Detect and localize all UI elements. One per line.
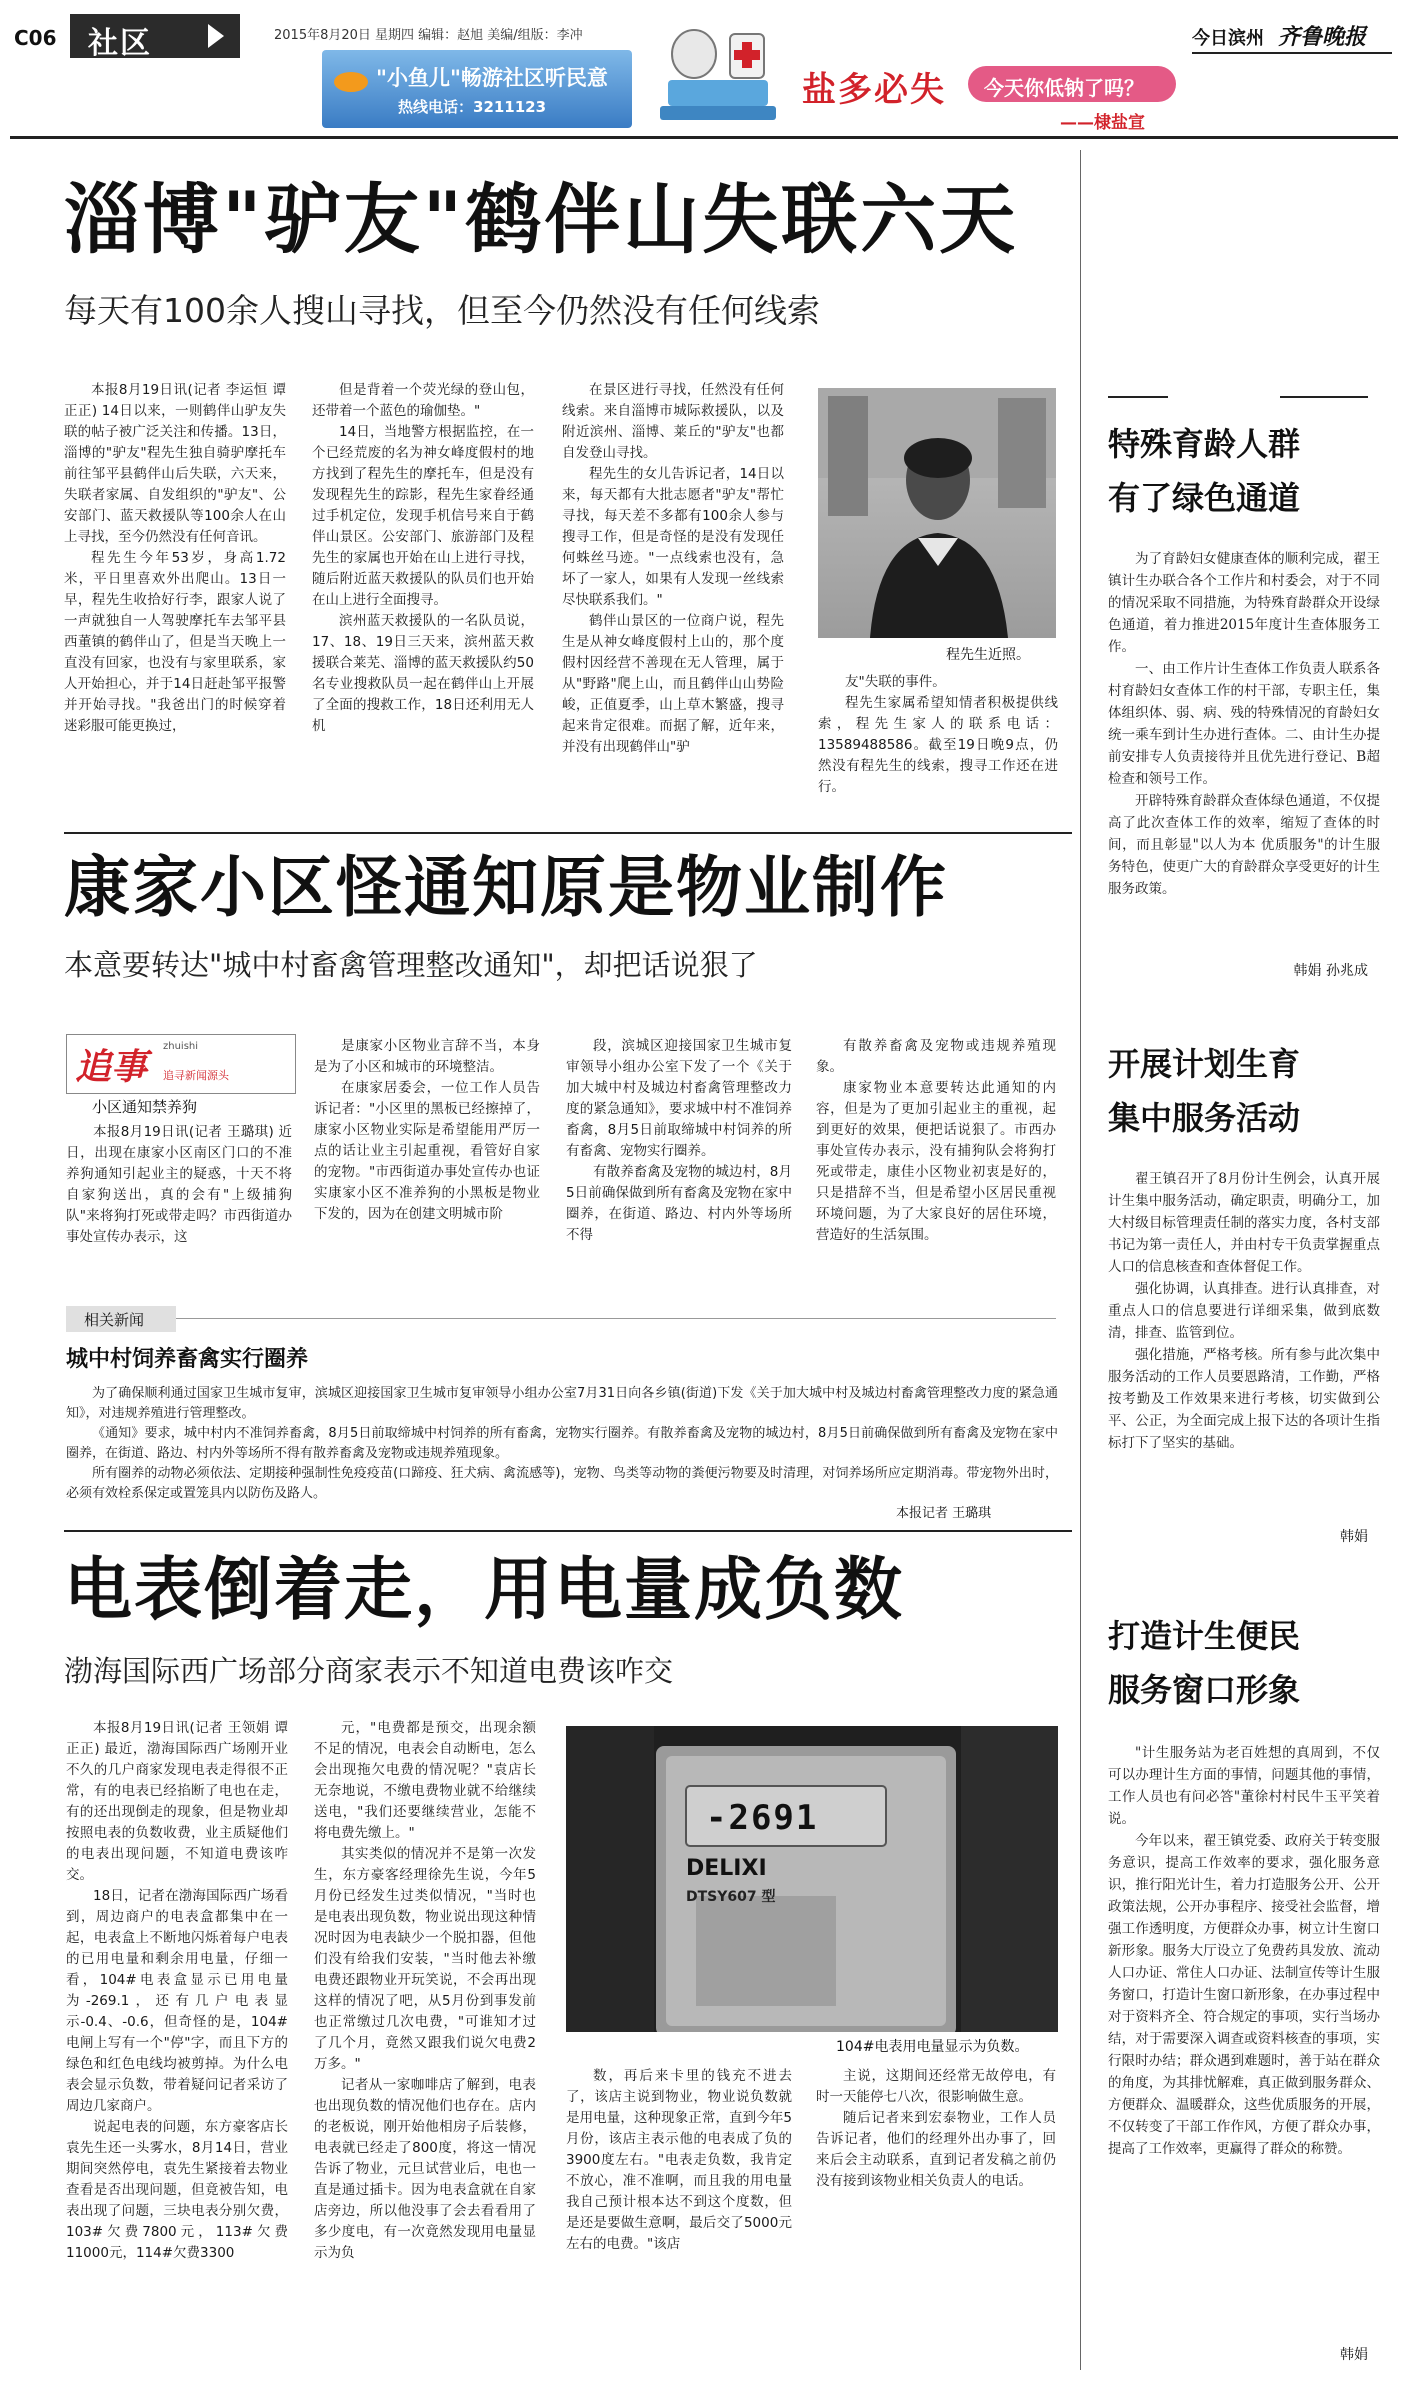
story2-logo-caption: 小区通知禁养狗 xyxy=(92,1098,198,1116)
sidebar1-top-rule-right xyxy=(1280,396,1368,398)
slogan-bubble-text: 今天你低钠了吗？ xyxy=(984,76,1144,100)
story3-col1 xyxy=(66,1718,288,2378)
logo-pinyin: zhuishi xyxy=(163,1041,199,1052)
banner-title: "小鱼儿"畅游社区听民意 xyxy=(376,66,608,90)
section-tab xyxy=(70,14,240,61)
related-news-label: 相关新闻 xyxy=(84,1311,145,1329)
story2-col4 xyxy=(816,1036,1056,1304)
sidebar3-title-line2: 服务窗口形象 xyxy=(1108,1671,1301,1709)
story1-col4 xyxy=(818,672,1058,822)
story2-bottom-rule xyxy=(64,1530,1072,1532)
paragraph: 强化协调，认真排查。进行认真排查，对重点人口的信息要进行详细采集，做到底数清，排查、监管到位。 xyxy=(1108,1281,1380,1341)
story1-photo-caption: 程先生近照。 xyxy=(946,647,1030,663)
paragraph: 本报8月19日讯(记者 王领娟 谭正正) 最近，渤海国际西广场刚开业不久的几户商家发现电表走得很不正常，有的电表已经掐断了电也在走，有的还出现倒走的现象，但是物业却按照电表的负数收费，业主质疑他们的电表出现问题，不知道电费该咋交。 xyxy=(66,1720,288,1883)
paper-name: 今日滨州 xyxy=(1192,28,1264,49)
sidebar1-title-line2: 有了绿色通道 xyxy=(1108,479,1301,517)
paragraph: 强化措施，严格考核。所有参与此次集中服务活动的工作人员要恩路清，工作勤，严格按考勤及工作效果来进行考核，切实做到公平、公正，为全面完成上报下达的各项计生指标打下了坚实的基础。 xyxy=(1108,1347,1380,1451)
story1-bottom-rule xyxy=(64,832,1072,834)
paragraph: "计生服务站为老百姓想的真周到，不仅可以办理计生方面的事情，问题其他的事情，工作人员也有问必答"董徐村村民牛玉平笑着说。 xyxy=(1108,1745,1380,1827)
paper-brand-logo: 齐鲁晚报 xyxy=(1278,24,1367,50)
paragraph: 康家物业本意要转达此通知的内容，但是为了更加引起业主的重视，起到更好的效果，便把话说狠了。市西办事处宣传办表示，没有捕狗队会将狗打死或带走，康佳小区物业初衷是好的，只是措辞不当，但是希望小区居民重视环境问题，为了大家良好的居住环境，营造好的生活氛围。 xyxy=(816,1080,1056,1243)
related-news-title: 城中村饲养畜禽实行圈养 xyxy=(66,1347,309,1372)
story2-subtitle: 本意要转达"城中村畜禽管理整改通知"，却把话说狠了 xyxy=(64,948,758,982)
story3-photo-caption: 104#电表用电量显示为负数。 xyxy=(836,2039,1029,2055)
story2-headline: 康家小区怪通知原是物业制作 xyxy=(64,849,948,926)
meter-brand: DELIXI xyxy=(686,1856,767,1881)
paragraph: 鹤伴山景区的一位商户说，程先生是从神女峰度假村上山的，那个度假村因经营不善现在无人管理，属于从"野路"爬上山，而且鹤伴山山势险峻，正值夏季，山上草木繁盛，搜寻起来肯定很难。而据了解，近年来，并没有出现鹤伴山"驴 xyxy=(562,613,784,755)
story3-headline: 电表倒着走，用电量成负数 xyxy=(64,1551,905,1630)
paragraph: 记者从一家咖啡店了解到，电表也出现负数的情况他们也存在。店内的老板说，刚开始他相房子后装修，电表就已经走了800度，将这一情况告诉了物业，元旦试营业后，电也一直是通过插卡。因为电表盒就在自家店旁边，所以他没事了会去看看用了多少度电，有一次竟然发现用电量显示为负 xyxy=(314,2077,536,2261)
paragraph: 所有圈养的动物必须依法、定期接种强制性免疫疫苗(口蹄疫、狂犬病、禽流感等)，宠物、鸟类等动物的粪便污物要及时清理，对饲养场所应定期消毒。带宠物外出时，必须有效栓系保定或置笼具内以防伤及路人。 xyxy=(66,1466,1058,1501)
related-news-tab xyxy=(66,1306,176,1332)
paragraph: 有散养畜禽及宠物的城边村，8月5日前确保做到所有畜禽及宠物在家中圈养，在街道、路边、村内外等场所不得 xyxy=(566,1164,792,1243)
story2-col1 xyxy=(66,1122,292,1302)
paragraph: 滨州蓝天救援队的一名队员说，17、18、19日三天来，滨州蓝天救援联合莱芜、淄博的蓝天救援队约50名专业搜救队员一起在鹤伴山上开展了全面的搜救工作，18日还利用无人机 xyxy=(312,613,534,734)
story1-subtitle: 每天有100余人搜山寻找，但至今仍然没有任何线索 xyxy=(64,291,820,330)
sidebar1-top-rule xyxy=(1108,396,1168,398)
paragraph: 翟王镇召开了8月份计生例会，认真开展计生集中服务活动，确定职责，明确分工，加大村级目标管理责任制的落实力度，各村支部书记为第一责任人，并由村专干负责掌握重点人口的信息核查和查体督促工作。 xyxy=(1108,1171,1380,1275)
masthead-top-rule xyxy=(1192,52,1392,54)
masthead-bottom-rule xyxy=(10,136,1398,139)
sidebar1-byline: 韩娟 孙兆成 xyxy=(1293,963,1368,979)
meter-model: DTSY607 型 xyxy=(686,1889,776,1905)
sidebar2-byline: 韩娟 xyxy=(1340,1529,1368,1545)
sidebar3-title-line1: 打造计生便民 xyxy=(1108,1617,1301,1655)
paragraph: 是康家小区物业言辞不当，本身是为了小区和城市的环境整洁。 xyxy=(314,1038,540,1075)
paragraph: 为了确保顺利通过国家卫生城市复审，滨城区迎接国家卫生城市复审领导小组办公室7月31日向各乡镇(街道)下发《关于加大城中村及城边村畜禽管理整改力度的紧急通知》，对违规养殖进行管理整改。 xyxy=(66,1386,1058,1421)
story1-portrait-photo xyxy=(818,388,1056,638)
paragraph: 程先生今年53岁，身高1.72米，平日里喜欢外出爬山。13日一早，程先生收拾好行李，跟家人说了一声就独自一人驾驶摩托车去邹平县西董镇的鹤伴山了，但是当天晚上一直没有回家，也没有与家里联系，家人开始担心，并于14日赶赴邹平报警并开始寻找。"我爸出门的时候穿着迷彩服可能更换过， xyxy=(64,550,286,734)
story3-col2 xyxy=(314,1718,536,2378)
sidebar1-body xyxy=(1108,548,1380,958)
story1-col2 xyxy=(312,380,534,820)
paragraph: 本报8月19日讯(记者 王璐琪) 近日，出现在康家小区南区门口的不准养狗通知引起业主的疑惑，十天不将自家狗送出，真的会有"上级捕狗队"来将狗打死或带走吗？市西街道办事处宣传办表示，这 xyxy=(66,1124,292,1245)
story1-headline: 淄博"驴友"鹤伴山失联六天 xyxy=(64,175,1019,264)
sidebar3-body xyxy=(1108,1742,1380,2340)
sidebar2-title-line2: 集中服务活动 xyxy=(1108,1099,1301,1137)
paragraph: 今年以来，翟王镇党委、政府关于转变服务意识，提高工作效率的要求，强化服务意识，推行阳光计生，着力打造服务公开、公开政策法规，公开办事程序、接受社会监督，增强工作透明度，方便群众办事，树立计生窗口新形象。服务大厅设立了免费药具发放、流动人口办证、常住人口办证、法制宣传等计生服务窗口，打造计生窗口新形象，在办事过程中对于资料齐全、符合规定的事项，实行当场办结，对于需要深入调查或资料核查的事项，实行限时办结；群众遇到难题时，善于站在群众的角度，为其排忧解难，真正做到服务群众、方便群众、温暖群众，这些优质服务的开展，不仅转变了干部工作作风，方便了群众办事，提高了工作效率，更赢得了群众的称赞。 xyxy=(1108,1833,1380,2157)
sidebar1-title-line1: 特殊育龄人群 xyxy=(1108,425,1301,463)
sidebar2-title-line1: 开展计划生育 xyxy=(1108,1045,1301,1083)
logo-tagline: 追寻新闻源头 xyxy=(163,1069,229,1082)
story1-col3 xyxy=(562,380,784,820)
masthead xyxy=(0,0,1409,132)
logo-main-text: 追事 xyxy=(75,1047,148,1088)
story2-col3 xyxy=(566,1036,792,1304)
paragraph: 程先生家属希望知情者积极提供线索，程先生家人的联系电话：13589488586。截至19日晚9点，仍然没有程先生的线索，搜寻工作还在进行。 xyxy=(818,695,1058,795)
slogan-sign: ——棣盐宣 xyxy=(1060,113,1145,133)
sidebar-divider xyxy=(1080,150,1081,2370)
section-label: 社区 xyxy=(88,26,152,61)
paragraph: 其实类似的情况并不是第一次发生，东方豪客经理徐先生说，今年5月份已经发生过类似情况，"当时也是电表出现负数，物业说出现这种情况时因为电表缺少一个脱扣器，但他们没有给我们安装，"当时他去补缴电费还跟物业开玩笑说，不会再出现这样的情况了吧，从5月份到事发前也正常缴过几次电费，"可谁知才过了几个月，竟然又跟我们说欠电费2万多。" xyxy=(314,1846,536,2072)
paragraph: 元，"电费都是预交，出现余额不足的情况，电表会自动断电，怎么会出现拖欠电费的情况呢？"袁店长无奈地说，不缴电费物业就不给继续送电，"我们还要继续营业，怎能不将电费先缴上。" xyxy=(314,1720,536,1841)
paragraph: 在景区进行寻找，任然没有任何线索。来自淄博市城际救援队，以及附近滨州、淄博、莱丘的"驴友"也都自发登山寻找。 xyxy=(562,382,784,461)
story3-col4 xyxy=(816,2066,1056,2378)
fish-icon xyxy=(334,72,368,92)
paragraph: 18日，记者在渤海国际西广场看到，周边商户的电表盒都集中在一起，电表盒上不断地闪烁着每户电表的已用电量和剩余用电量，仔细一看，104#电表盒显示已用电量为-269.1，还有几户电表显示-0.4、-0.6，但奇怪的是，104#电闸上写有一个"停"字，而且下方的绿色和红色电线均被剪掉。为什么电表会显示负数，带着疑问记者采访了周边几家商户。 xyxy=(66,1888,288,2114)
meter-reading: -2691 xyxy=(706,1798,819,1838)
paragraph: 程先生的女儿告诉记者，14日以来，每天都有大批志愿者"驴友"帮忙寻找，每天差不多都有100余人参与搜寻工作，但是奇怪的是没有发现任何蛛丝马迹。"一点线索也没有，急坏了一家人，如果有人发现一丝线索尽快联系我们。" xyxy=(562,466,784,608)
slogan: 盐多必失 xyxy=(802,70,946,110)
paragraph: 14日，当地警方根据监控，在一个已经荒废的名为神女峰度假村的地方找到了程先生的摩托车，但是没有发现程先生的踪影，程先生家眷经通过手机定位，发现手机信号来自于鹤伴山景区。公安部门、旅游部门及程先生的家属也开始在山上进行寻找，随后附近蓝天救援队的队员们也开始在山上进行全面搜寻。 xyxy=(312,424,534,608)
related-news-byline: 本报记者 王璐琪 xyxy=(896,1506,992,1521)
banner-hotline: 热线电话：3211123 xyxy=(398,98,547,116)
paragraph: 《通知》要求，城中村内不准饲养畜禽，8月5日前取缔城中村饲养的所有畜禽，宠物实行圈养。有散养畜禽及宠物的城边村，8月5日前确保做到所有畜禽及宠物在家中圈养，在街道、路边、村内外等场所不得有散养畜禽及宠物或违规养殖现象。 xyxy=(66,1426,1058,1461)
paragraph: 数，再后来卡里的钱充不进去了，该店主说到物业，物业说负数就是用电量，这种现象正常，直到今年5月份，该店主表示他的电表成了负的3900度左右。"电表走负数，我肯定不放心，准不准啊，而且我的用电量我自己预计根本达不到这个度数，但是还是要做生意啊，最后交了5000元左右的电费。"该店 xyxy=(566,2068,792,2252)
paragraph: 有散养畜禽及宠物或违规养殖现象。 xyxy=(816,1038,1056,1075)
story3-meter-photo xyxy=(566,1726,1058,2032)
story1-col1 xyxy=(64,380,286,820)
story3-col3 xyxy=(566,2066,792,2378)
slogan-bubble xyxy=(968,66,1176,102)
story2-col2 xyxy=(314,1036,540,1304)
salt-shaker-illustration xyxy=(648,24,788,130)
page-number: C06 xyxy=(14,26,57,50)
related-news-rule xyxy=(176,1318,1056,1319)
event-banner xyxy=(322,50,632,128)
paragraph: 本报8月19日讯(记者 李运恒 谭正正) 14日以来，一则鹤伴山驴友失联的帖子被广泛关注和传播。13日，淄博的"驴友"程先生独自骑驴摩托车前往邹平县鹤伴山后失联，六天来，失联者家属、自发组织的"驴友"、公安部门、蓝天救援队等100余人在山上寻找，至今仍然没有任何音讯。 xyxy=(64,382,286,545)
paragraph: 友"失联的事件。 xyxy=(845,674,946,690)
paragraph: 开辟特殊育龄群众查体绿色通道，不仅提高了此次查体工作的效率，缩短了查体的时间，而且彰显"以人为本 优质服务"的计生服务特色，使更广大的育龄群众享受更好的计生服务政策。 xyxy=(1108,793,1380,897)
zhuishi-logo xyxy=(66,1034,296,1094)
story3-subtitle: 渤海国际西广场部分商家表示不知道电费该咋交 xyxy=(64,1654,674,1688)
section-arrow-icon xyxy=(208,24,224,48)
paragraph: 说起电表的问题，东方豪客店长袁先生还一头雾水，8月14日，营业期间突然停电，袁先生紧接着去物业查看是否出现问题，但竟被告知，电表出现了问题，三块电表分别欠费，103#欠费7800元，113#欠费11000元，114#欠费3300 xyxy=(66,2119,288,2261)
paragraph: 但是背着一个荧光绿的登山包，还带着一个蓝色的瑜伽垫。" xyxy=(312,382,534,419)
paragraph: 主说，这期间还经常无故停电，有时一天能停七八次，很影响做生意。 xyxy=(816,2068,1056,2105)
sidebar2-body xyxy=(1108,1168,1380,1520)
paragraph: 一、由工作片计生查体工作负责人联系各村育龄妇女查体工作的村干部，专职主任，集体组织体、弱、病、残的特殊情况的育龄妇女统一乘车到计生办进行查体。二、由计生办提前安排专人负责接待并且优先进行登记、B超检查和领号工作。 xyxy=(1108,661,1380,787)
paragraph: 段，滨城区迎接国家卫生城市复审领导小组办公室下发了一个《关于加大城中村及城边村畜禽管理整改力度的紧急通知》，要求城中村不准饲养畜禽，8月5日前取缔城中村饲养的所有畜禽、宠物实行圈养。 xyxy=(566,1038,792,1159)
paragraph: 为了育龄妇女健康查体的顺利完成，翟王镇计生办联合各个工作片和村委会，对于不同的情况采取不同措施，为特殊育龄群众开设绿色通道，着力推进2015年度计生查体服务工作。 xyxy=(1108,551,1380,655)
page-meta: 2015年8月20日 星期四 编辑：赵旭 美编/组版：李冲 xyxy=(274,28,583,43)
paragraph: 随后记者来到宏泰物业，工作人员告诉记者，他们的经理外出办事了，回来后会主动联系，直到记者发稿之前仍没有接到该物业相关负责人的电话。 xyxy=(816,2110,1056,2189)
paragraph: 在康家居委会，一位工作人员告诉记者："小区里的黑板已经擦掉了，康家小区物业实际是希望能用严厉一点的话让业主引起重视，看管好自家的宠物。"市西街道办事处宣传办也证实康家小区不准养狗的小黑板是物业下发的，因为在创建文明城市阶 xyxy=(314,1080,540,1222)
sidebar3-byline: 韩娟 xyxy=(1340,2347,1368,2363)
